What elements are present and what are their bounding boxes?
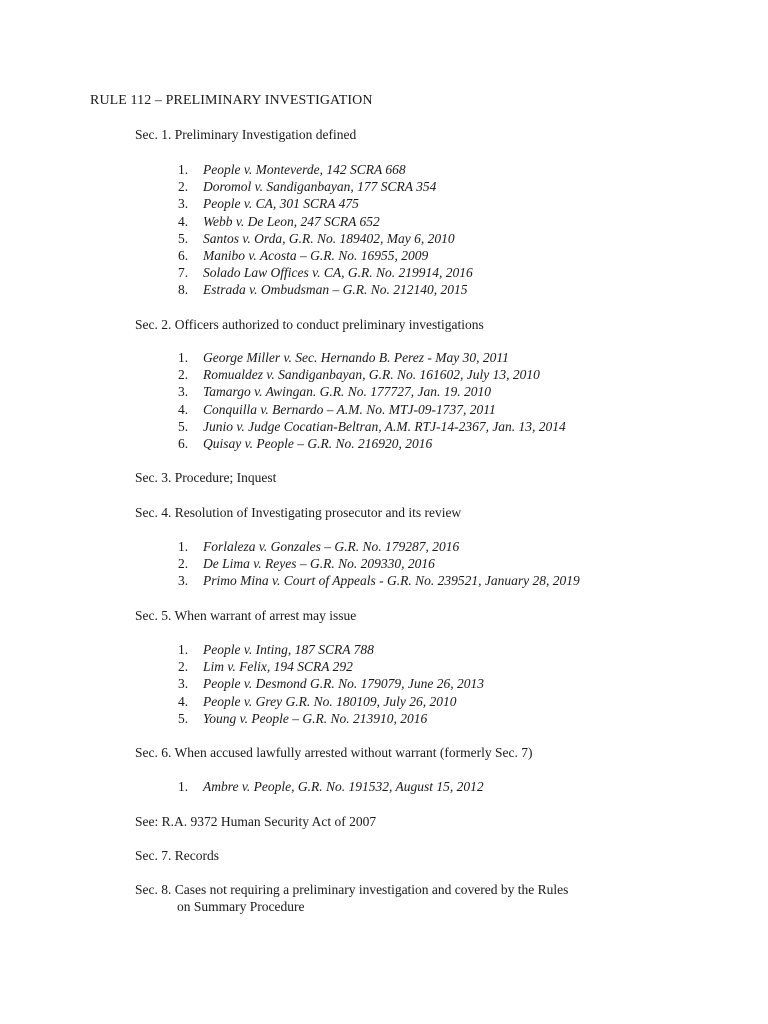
list-item: 4. Webb v. De Leon, 247 SCRA 652 [178,213,380,229]
list-item: 8. Estrada v. Ombudsman – G.R. No. 212140, 2015 [178,282,468,298]
list-item: 7. Solado Law Offices v. CA, G.R. No. 219914, 2016 [178,265,473,281]
section-heading-sec-3: Sec. 3. Procedure; Inquest [135,470,277,485]
list-item: 3. Primo Mina v. Court of Appeals - G.R. No. 239521, January 28, 2019 [178,573,580,589]
section-heading-sec-8-line2: on Summary Procedure [177,899,305,914]
section-heading-sec-1: Sec. 1. Preliminary Investigation defined [135,127,357,142]
list-item: 4. People v. Grey G.R. No. 180109, July 26, 2010 [178,693,457,709]
list-item: 1. People v. Monteverde, 142 SCRA 668 [178,162,406,177]
case-list-sec-4 [178,538,580,590]
section-heading-sec-8-line1: Sec. 8. Cases not requiring a preliminary investigation and covered by the Rules [135,882,569,897]
case-list-sec-6 [178,778,484,795]
list-item: 2. Romualdez v. Sandiganbayan, G.R. No. 161602, July 13, 2010 [178,367,540,383]
list-item: 6. Manibo v. Acosta – G.R. No. 16955, 2009 [178,247,429,263]
list-item: 5. Young v. People – G.R. No. 213910, 2016 [178,710,428,726]
section-heading-see-ra-9372: See: R.A. 9372 Human Security Act of 2007 [135,814,377,829]
list-item: 5. Junio v. Judge Cocatian-Beltran, A.M. RTJ-14-2367, Jan. 13, 2014 [178,418,566,434]
list-item: 2. Doromol v. Sandiganbayan, 177 SCRA 354 [178,179,437,195]
list-item: 1. Ambre v. People, G.R. No. 191532, August 15, 2012 [178,779,484,794]
list-item: 1. People v. Inting, 187 SCRA 788 [178,642,374,657]
case-list-sec-1 [178,161,473,299]
case-list-sec-5 [178,641,484,727]
list-item: 4. Conquilla v. Bernardo – A.M. No. MTJ-09-1737, 2011 [178,401,496,417]
section-heading-sec-2: Sec. 2. Officers authorized to conduct preliminary investigations [135,317,484,332]
section-heading-sec-6: Sec. 6. When accused lawfully arrested without warrant (formerly Sec. 7) [135,745,533,760]
list-item: 1. Forlaleza v. Gonzales – G.R. No. 179287, 2016 [178,539,460,554]
section-heading-sec-5: Sec. 5. When warrant of arrest may issue [135,608,357,623]
list-item: 6. Quisay v. People – G.R. No. 216920, 2016 [178,435,433,451]
list-item: 2. De Lima v. Reyes – G.R. No. 209330, 2016 [178,556,435,572]
list-item: 3. People v. CA, 301 SCRA 475 [178,196,359,212]
section-heading-sec-8 [135,881,655,915]
list-item: 5. Santos v. Orda, G.R. No. 189402, May 6, 2010 [178,230,455,246]
section-heading-sec-7: Sec. 7. Records [135,848,219,863]
page-title: RULE 112 – PRELIMINARY INVESTIGATION [90,93,373,108]
list-item: 1. George Miller v. Sec. Hernando B. Perez - May 30, 2011 [178,350,509,365]
list-item: 3. People v. Desmond G.R. No. 179079, June 26, 2013 [178,676,484,692]
list-item: 3. Tamargo v. Awingan. G.R. No. 177727, Jan. 19. 2010 [178,384,492,400]
case-list-sec-2 [178,349,566,452]
list-item: 2. Lim v. Felix, 194 SCRA 292 [178,659,353,675]
section-heading-sec-4: Sec. 4. Resolution of Investigating prosecutor and its review [135,505,462,520]
